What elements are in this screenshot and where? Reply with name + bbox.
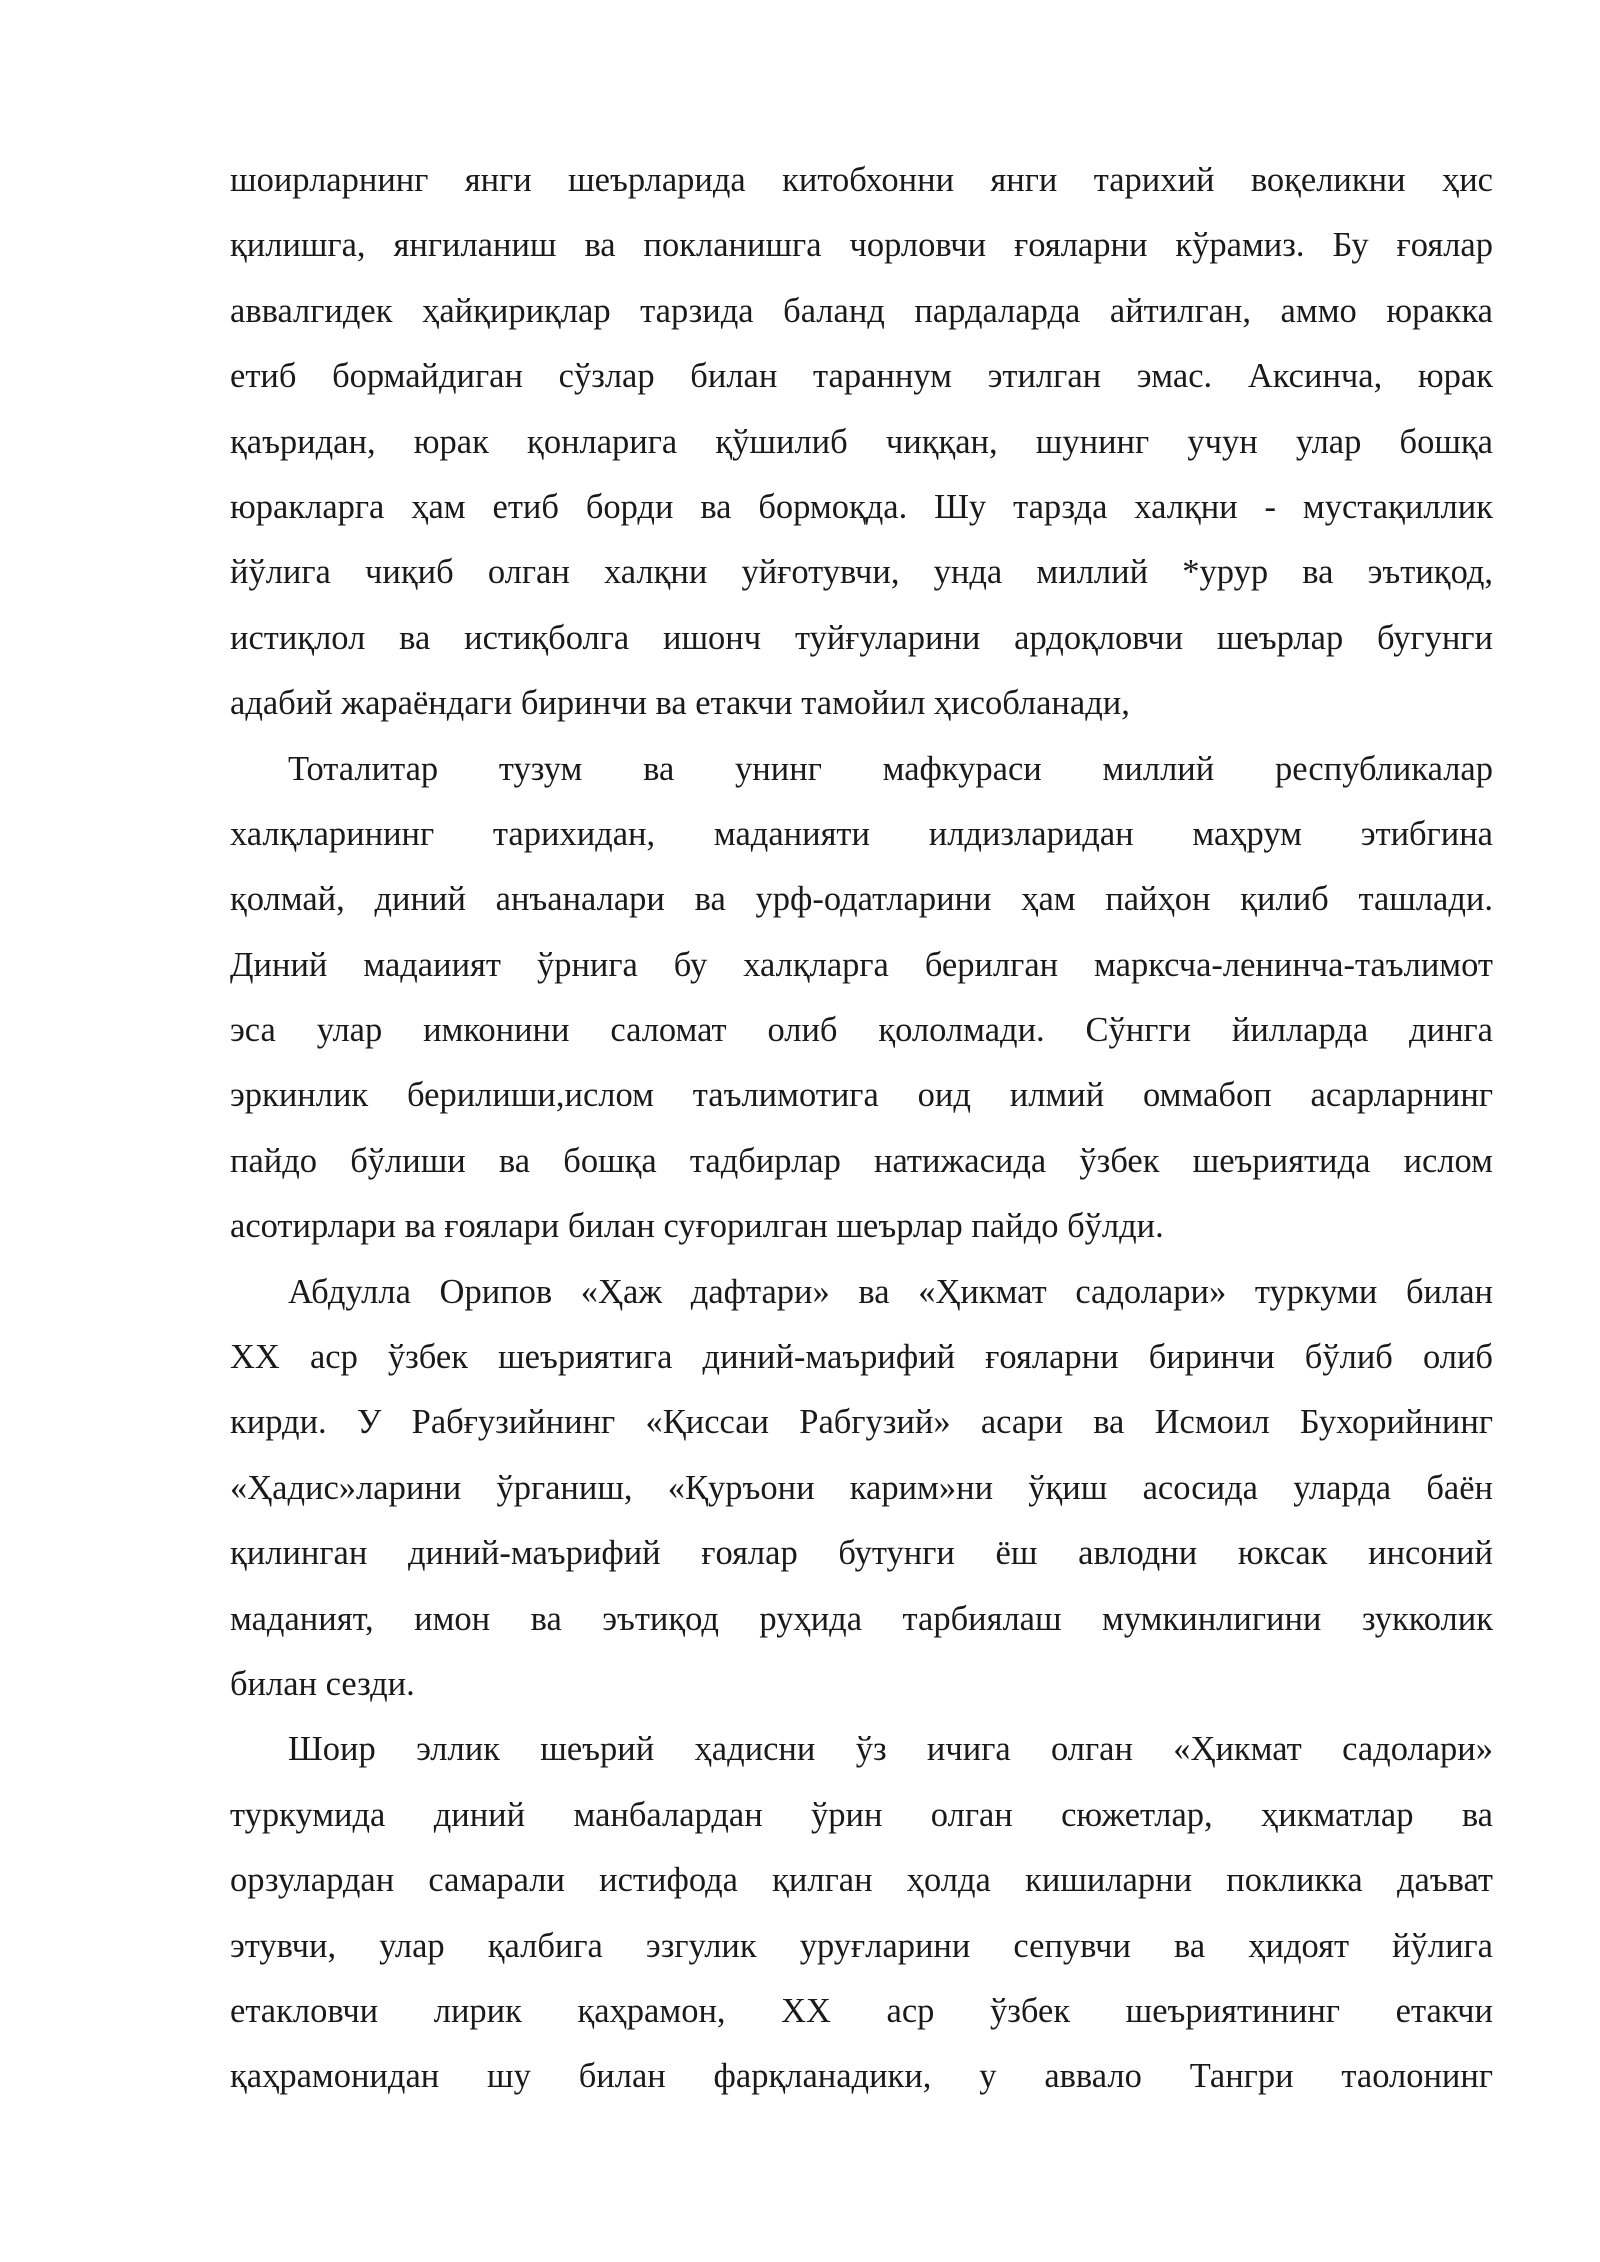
- text-line: аввалгидек ҳайқириқлар тарзида баланд пардаларда айтилган, аммо юракка: [230, 291, 1493, 330]
- text-line: қаҳрамонидан шу билан фарқланадики, у аввало Тангри таолонинг: [230, 2057, 1493, 2096]
- text-line: кирди. У Рабғузийнинг «Қиссаи Рабгузий» асари ва Исмоил Бухорийнинг: [230, 1403, 1493, 1442]
- text-line: Диний мадаиият ўрнига бу халқларга берилган марксча-ленинча-таълимот: [230, 945, 1493, 984]
- text-line: қилишга, янгиланиш ва покланишга чорловчи ғояларни кўрамиз. Бу ғоялар: [230, 226, 1493, 265]
- document-body: [230, 148, 1493, 2110]
- text-line: Шоир эллик шеърий ҳадисни ўз ичига олган «Ҳикмат садолари»: [288, 1730, 1493, 1769]
- text-line: асотирлари ва ғоялари билан суғорилган шеърлар пайдо бўлди.: [230, 1207, 1164, 1246]
- text-line: қаъридан, юрак қонларига қўшилиб чиққан, шунинг учун улар бошқа: [230, 422, 1493, 461]
- text-line: халқларининг тарихидан, маданияти илдизларидан маҳрум этибгина: [230, 814, 1493, 853]
- paragraph-2: [230, 737, 1493, 1260]
- text-line: етакловчи лирик қаҳрамон, XX аср ўзбек шеъриятининг етакчи: [230, 1991, 1493, 2030]
- text-line: билан сезди.: [230, 1664, 415, 1703]
- text-line: йўлига чиқиб олган халқни уйғотувчи, унда миллий *урур ва эътиқод,: [230, 553, 1493, 592]
- paragraph-1: [230, 148, 1493, 737]
- text-line: адабий жараёндаги биринчи ва етакчи тамойил ҳисобланади,: [230, 684, 1130, 723]
- text-line: орзулардан самарали истифода қилган ҳолда кишиларни покликка даъват: [230, 1861, 1493, 1900]
- text-line: маданият, имон ва эътиқод руҳида тарбиялаш мумкинлигини зукколик: [230, 1599, 1493, 1638]
- paragraph-4: [230, 1717, 1493, 2109]
- text-line: қолмай, диний анъаналари ва урф-одатларини ҳам пайҳон қилиб ташлади.: [230, 880, 1493, 919]
- text-line: XX аср ўзбек шеъриятига диний-маърифий ғояларни биринчи бўлиб олиб: [230, 1338, 1493, 1377]
- paragraph-3: [230, 1260, 1493, 1718]
- text-line: Абдулла Орипов «Ҳаж дафтари» ва «Ҳикмат садолари» туркуми билан: [288, 1272, 1493, 1311]
- text-line: юракларга ҳам етиб борди ва бормоқда. Шу тарзда халқни - мустақиллик: [230, 487, 1493, 526]
- text-line: эса улар имконини саломат олиб қололмади. Сўнгги йилларда динга: [230, 1011, 1493, 1050]
- text-line: пайдо бўлиши ва бошқа тадбирлар натижасида ўзбек шеъриятида ислом: [230, 1141, 1493, 1180]
- text-line: етиб бормайдиган сўзлар билан тараннум этилган эмас. Аксинча, юрак: [230, 357, 1493, 396]
- text-line: истиқлол ва истиқболга ишонч туйғуларини ардоқловчи шеърлар бугунги: [230, 618, 1493, 657]
- text-line: этувчи, улар қалбига эзгулик уруғларини сепувчи ва ҳидоят йўлига: [230, 1926, 1493, 1965]
- text-line: Тоталитар тузум ва унинг мафкураси миллий республикалар: [288, 749, 1493, 788]
- text-line: «Ҳадис»ларини ўрганиш, «Қуръони карим»ни ўқиш асосида уларда баён: [230, 1468, 1493, 1507]
- text-line: шоирларнинг янги шеърларида китобхонни янги тарихий воқеликни ҳис: [230, 161, 1493, 199]
- text-line: эркинлик берилиши,ислом таълимотига оид илмий оммабоп асарларнинг: [230, 1076, 1493, 1115]
- text-line: туркумида диний манбалардан ўрин олган сюжетлар, ҳикматлар ва: [230, 1795, 1493, 1834]
- text-line: қилинган диний-маърифий ғоялар бутунги ёш авлодни юксак инсоний: [230, 1534, 1493, 1573]
